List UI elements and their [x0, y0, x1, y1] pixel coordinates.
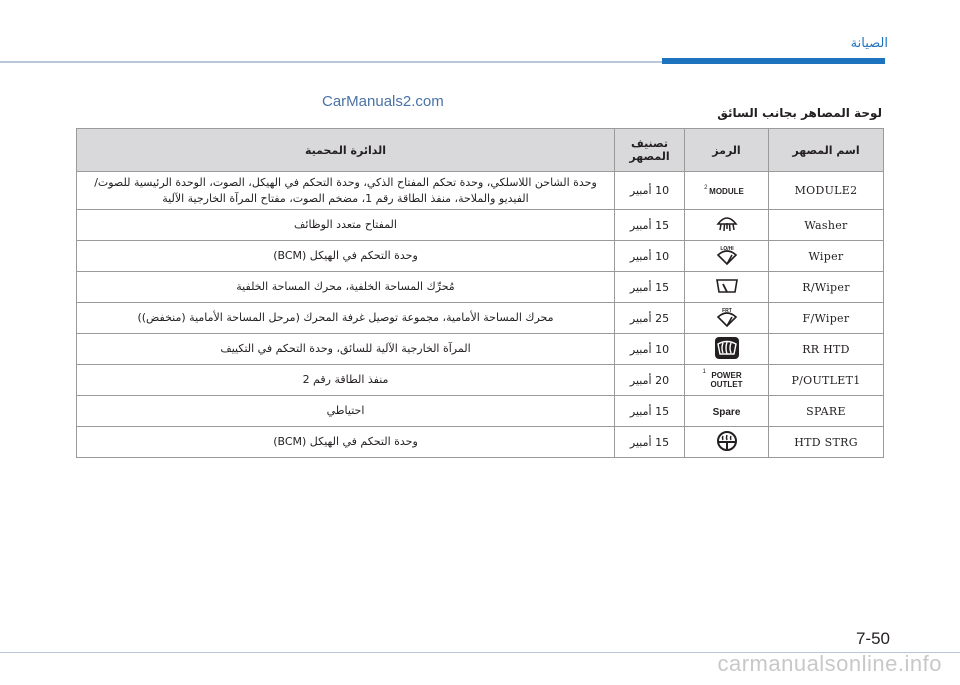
fuse-circuit: وحدة التحكم في الهيكل (BCM): [77, 241, 615, 272]
fuse-name: P/OUTLET1: [769, 365, 884, 396]
col-header-circuit: الدائرة المحمية: [77, 129, 615, 172]
table-row: [77, 365, 884, 396]
table-row: [77, 210, 884, 241]
front-wiper-icon: [715, 306, 739, 331]
fuse-symbol: [685, 210, 769, 241]
col-header-name: اسم المصهر: [769, 129, 884, 172]
fuse-circuit: منفذ الطاقة رقم 2: [77, 365, 615, 396]
table-row: [77, 396, 884, 427]
svg-text:LO/HI: LO/HI: [719, 245, 734, 252]
fuse-circuit: وحدة الشاحن اللاسلكي، وحدة تحكم المفتاح الذكي، وحدة التحكم في الهيكل، الصوت، الوحدة الرئيسية للصوت/الفيديو والملاحة، منفذ الطاقة رقم 1، مضخم الصوت، مفتاح المرآة الخارجية الآلية: [77, 172, 615, 210]
fuse-symbol: [685, 334, 769, 365]
fuse-name: R/Wiper: [769, 272, 884, 303]
col-header-symbol: الرمز: [685, 129, 769, 172]
fuse-name: HTD STRG: [769, 427, 884, 458]
rear-wiper-icon: [715, 277, 739, 298]
power-outlet-icon: 1 POWER OUTLET: [702, 368, 743, 389]
fuse-rating: 10 أمبير: [615, 172, 685, 210]
fuse-name: F/Wiper: [769, 303, 884, 334]
fuse-name: MODULE2: [769, 172, 884, 210]
page-number: 7-50: [855, 629, 890, 648]
fuse-symbol: [685, 241, 769, 272]
table-header-row: [77, 129, 884, 172]
fuse-symbol: [685, 172, 769, 210]
site-watermark: carmanualsonline.info: [717, 651, 942, 676]
fuse-symbol: [685, 396, 769, 427]
fuse-symbol: [685, 272, 769, 303]
rear-defrost-icon: [714, 336, 740, 363]
fuse-circuit: احتياطي: [77, 396, 615, 427]
table-row: [77, 241, 884, 272]
header-accent-bar: [662, 58, 885, 64]
fuse-name: Wiper: [769, 241, 884, 272]
washer-icon: [716, 215, 738, 236]
fuse-rating: 20 أمبير: [615, 365, 685, 396]
fuse-rating: 10 أمبير: [615, 334, 685, 365]
fuse-circuit: المفتاح متعدد الوظائف: [77, 210, 615, 241]
table-row: [77, 272, 884, 303]
fuse-rating: 15 أمبير: [615, 272, 685, 303]
fuse-circuit: محرك المساحة الأمامية، مجموعة توصيل غرفة المحرك (مرحل المساحة الأمامية (منخفض)): [77, 303, 615, 334]
fuse-circuit: مُحرِّك المساحة الخلفية، محرك المساحة الخلفية: [77, 272, 615, 303]
table-row: [77, 334, 884, 365]
section-label: الصيانة: [850, 36, 888, 51]
spare-icon: Spare: [712, 406, 741, 418]
heated-steering-icon: [716, 430, 738, 455]
fuse-rating: 15 أمبير: [615, 427, 685, 458]
fuse-rating: 15 أمبير: [615, 396, 685, 427]
fuse-circuit: المرآة الخارجية الآلية للسائق، وحدة التحكم في التكييف: [77, 334, 615, 365]
fuse-table: [76, 128, 884, 458]
table-row: [77, 303, 884, 334]
fuse-circuit: وحدة التحكم في الهيكل (BCM): [77, 427, 615, 458]
fuse-rating: 10 أمبير: [615, 241, 685, 272]
fuse-symbol: [685, 303, 769, 334]
fuse-name: RR HTD: [769, 334, 884, 365]
fuse-symbol: [685, 365, 769, 396]
fuse-rating: 25 أمبير: [615, 303, 685, 334]
fuse-name: Washer: [769, 210, 884, 241]
table-title: لوحة المصاهر بجانب السائق: [717, 106, 882, 120]
table-row: [77, 172, 884, 210]
table-row: [77, 427, 884, 458]
wiper-lohi-icon: [715, 244, 739, 269]
fuse-name: SPARE: [769, 396, 884, 427]
fuse-rating: 15 أمبير: [615, 210, 685, 241]
svg-text:FRT: FRT: [721, 307, 732, 314]
fuse-symbol: [685, 427, 769, 458]
carmanuals-watermark: CarManuals2.com: [322, 93, 444, 110]
module-icon: 2 MODULE: [704, 185, 744, 196]
col-header-rating: تصنيف المصهر: [615, 129, 685, 172]
